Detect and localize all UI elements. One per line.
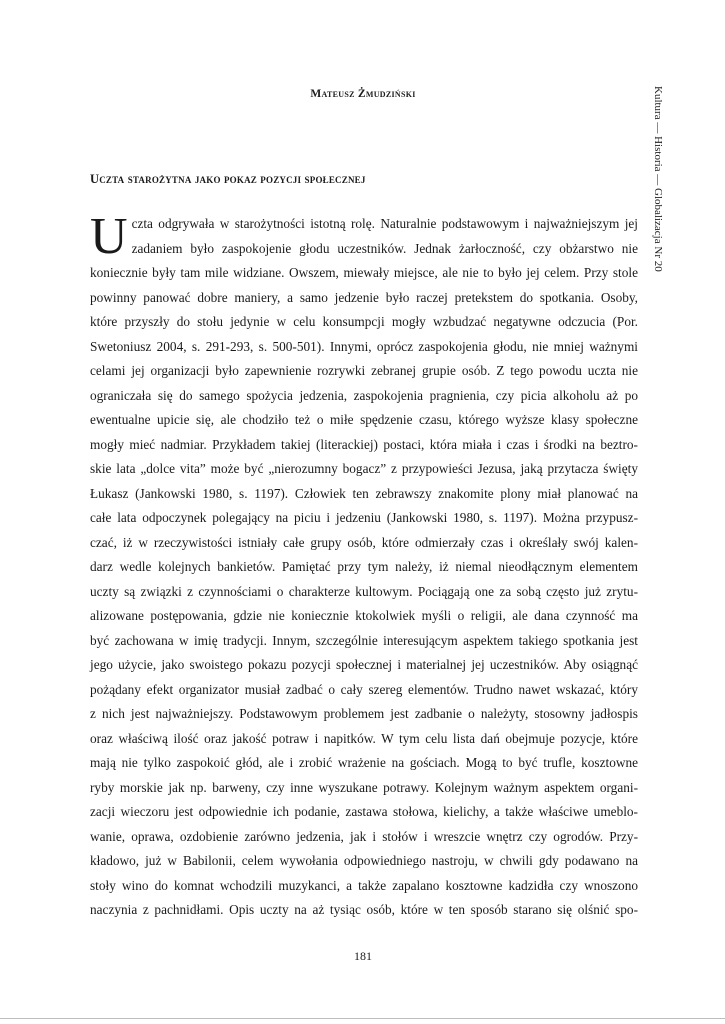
drop-cap: U (90, 208, 128, 265)
body-line: całe lata odpoczynek polegający na piciu i jedzeniu (Jankowski 1980, s. 1197). Można przypusz- (90, 510, 638, 525)
body-line: jego użycie, jako swoistego pokazu pozycji społecznej i materialnej jej uczestników. Aby osiągnąć (90, 657, 638, 672)
body-line: darz wedle kolejnych bankietów. Pamiętać przy tym należy, iż niemal nieodłącznym elementem (90, 559, 638, 574)
body-line: pożądany efekt organizator musiał zadbać o cały szereg elementów. Trudno nawet wskazać, który (90, 681, 638, 697)
article-body (90, 208, 638, 923)
body-line: czać, iż w rzeczywistości istniały całe grupy osób, które odmierzały czas i określały swój kalen- (90, 534, 638, 550)
bottom-rule (0, 1018, 725, 1019)
body-line: mogły mieć nadmiar. Przykładem takiej (literackiej) postaci, która miała i czas i środki na beztro- (90, 436, 638, 452)
body-line: celami jej organizacji było zapewnienie rozrywki zebranej grupie osób. Z tego powodu uczta nie (90, 363, 638, 378)
page-number: 181 (354, 949, 372, 963)
body-line: naczynia z pachnidłami. Opis uczty na aż tysiąc osób, które w ten sposób starano się olśnić spo- (90, 902, 638, 917)
body-line: skie lata „dolce vita” może być „nierozumny bogacz” z przypowieści Jezusa, jaką przytacza święty (90, 461, 638, 476)
running-head (650, 86, 666, 296)
body-line: kładowo, już w Babilonii, celem wywołania odpowiedniego nastroju, w chwili gdy podawano na (90, 853, 638, 868)
body-line: zacji wieczoru jest odpowiednie ich podanie, zastawa stołowa, kielichy, a także właściwe umeblo- (90, 804, 638, 819)
body-line: czta odgrywała w starożytności istotną rolę. Naturalnie podstawowym i najważniejszym jej (131, 216, 638, 231)
body-line: stoły wino do komnat wchodzili muzykanci, a także zapalano kosztowne kadzidła czy wnoszono (90, 877, 638, 893)
author-name: Mateusz Żmudziński (310, 88, 416, 100)
body-line: oraz właściwą ilość oraz jakość potraw i napitków. W tym celu lista dań obejmuje pozycje, które (90, 730, 638, 746)
body-line: mają nie tylko zaspokoić głód, ale i zrobić wrażenie na gościach. Mogą to być trufle, kosztowne (90, 755, 638, 770)
body-line: ewentualne upicie się, ale chodziło też o miłe spędzenie czasu, którego wyższe klasy społeczne (90, 412, 638, 427)
body-line: Łukasz (Jankowski 1980, s. 1197). Człowiek ten zebrawszy znakomite plony miał planować na (90, 485, 638, 501)
body-line: ograniczała się do samego spożycia jedzenia, zaspokojenia pragnienia, czy picia alkoholu aż po (90, 387, 638, 403)
body-line: koniecznie były tam mile widziane. Owszem, miewały miejsce, ale nie to było jej celem. Przy stole (90, 265, 638, 280)
article-title: Uczta starożytna jako pokaz pozycji społecznej (90, 172, 366, 186)
body-line: z nich jest najważniejszy. Podstawowym problemem jest zadbanie o należyty, stosowny jadłospis (90, 706, 638, 721)
body-line: być zachowana w imię tradycji. Innym, szczególnie interesującym aspektem takiego spotkania jest (90, 632, 638, 648)
body-line: alizowane postępowania, gdzie nie koniecznie ktokolwiek myśli o religii, ale dana czynność ma (90, 608, 638, 623)
body-line: wanie, oprawa, ozdobienie zarówno jedzenia, jak i stołów i wreszcie wnętrz czy ogrodów. Przy- (90, 828, 638, 844)
body-line: uczty są związki z czynnościami o charakterze kultowym. Pociągają one za sobą często już zrytu- (90, 583, 638, 599)
body-line: Swetoniusz 2004, s. 291-293, s. 500-501). Innymi, oprócz zaspokojenia głodu, nie mniej ważnymi (90, 338, 638, 354)
running-head-text: Kultura — Historia — Globalizacja Nr 20 (652, 86, 664, 272)
body-line: ryby morskie jak np. barweny, czy inne wyszukane potrawy. Kolejnym ważnym aspektem organi- (90, 779, 638, 795)
body-line: które przyszły do stołu jedynie w celu konsumpcji mogły wzbudzać negatywne odczucia (Por. (90, 314, 638, 329)
body-line: zadaniem było zaspokojenie głodu uczestników. Jednak żarłoczność, czy obżarstwo nie (131, 240, 638, 256)
body-line: powinny panować dobre maniery, a samo jedzenie było raczej pretekstem do spotkania. Osoby, (90, 289, 638, 305)
